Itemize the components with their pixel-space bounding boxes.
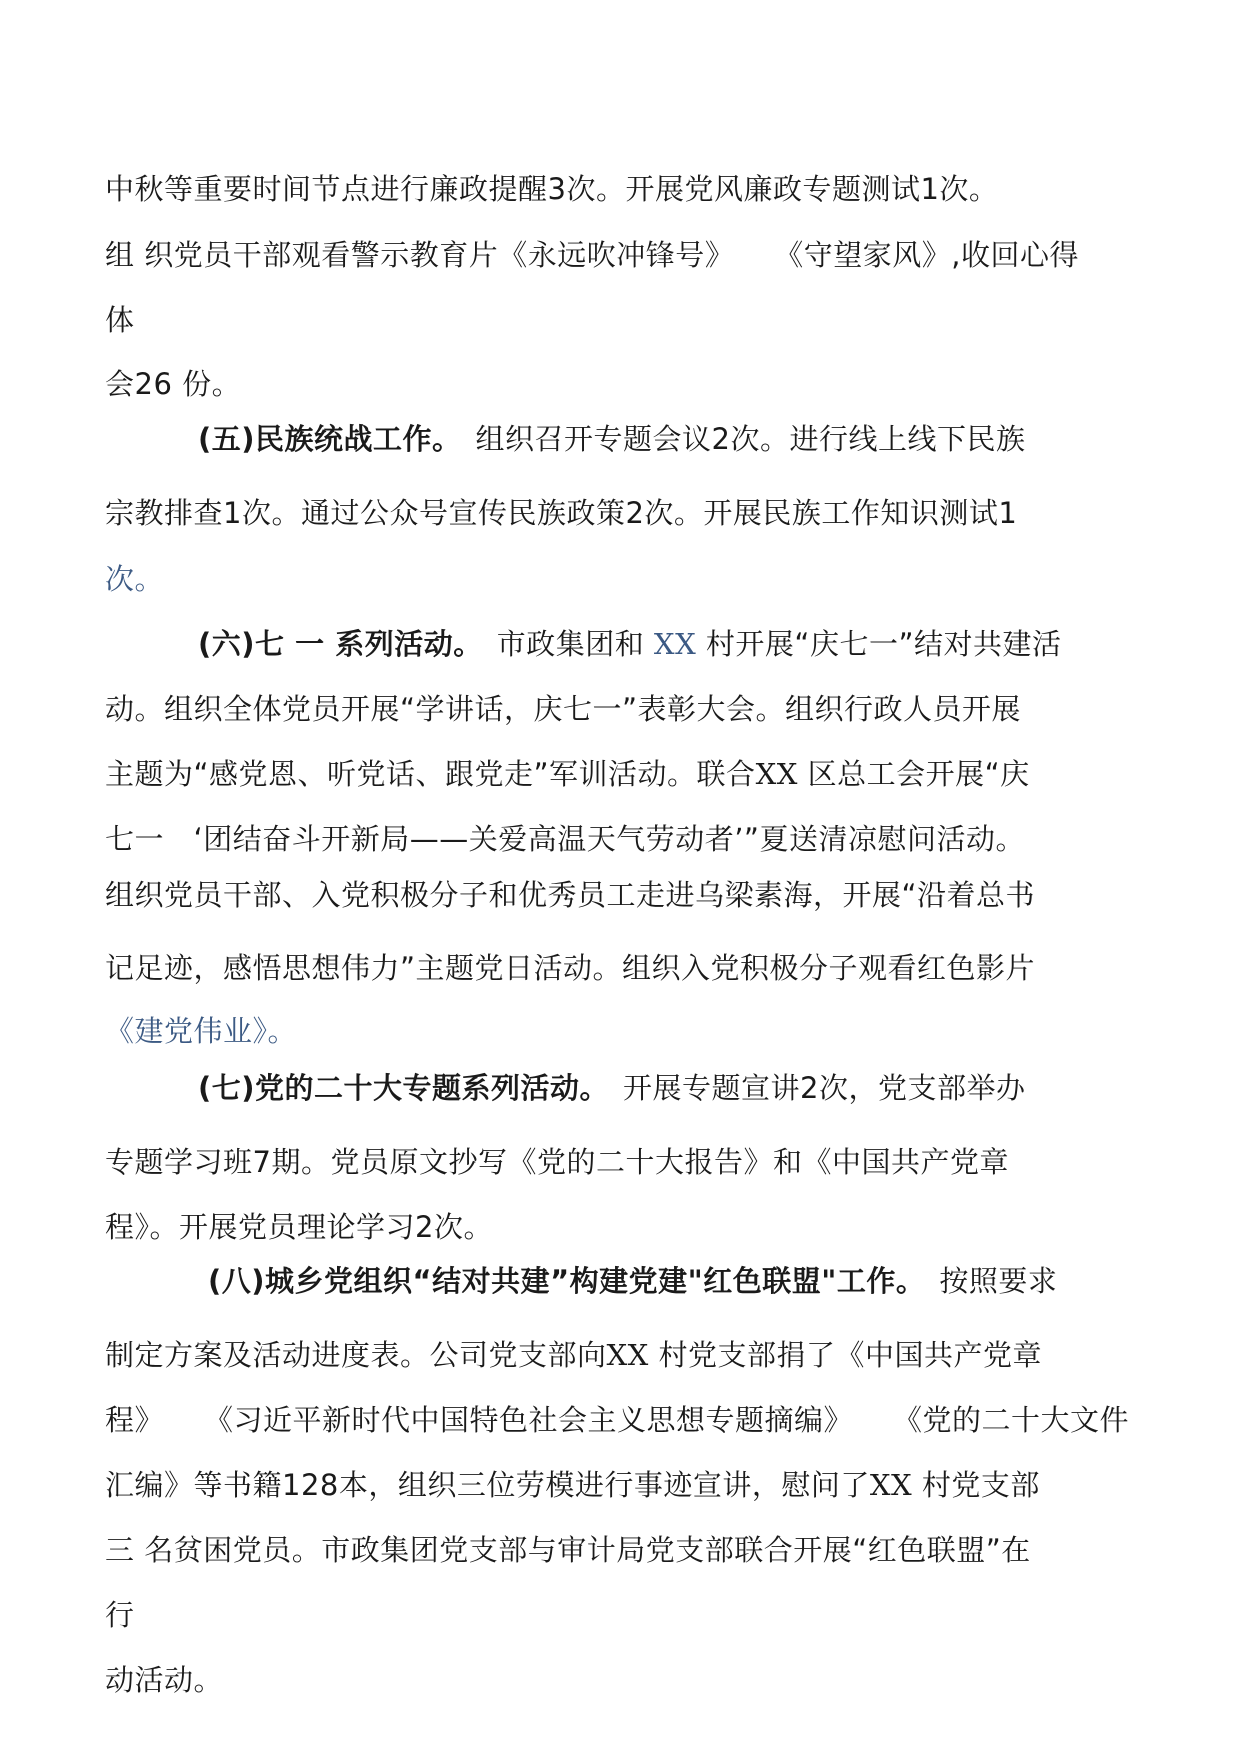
- placeholder-xx: XX: [869, 1468, 913, 1502]
- paragraph-line: 次。: [105, 562, 165, 596]
- text-span: 组 织党员干部观看警示教育片《永远吹冲锋号》: [105, 238, 735, 272]
- paragraph-line: 《建党伟业》。: [105, 1014, 298, 1048]
- section-heading: (五)民族统战工作。: [198, 422, 462, 456]
- text-span: 程》: [105, 1403, 165, 1437]
- paragraph-line: [105, 1402, 1129, 1438]
- text-span: 按照要求: [939, 1264, 1058, 1298]
- text-span: 村党支部捐了《中国共产党章: [648, 1338, 1043, 1372]
- section-6-first-line: [198, 626, 1062, 662]
- section-7-first-line: [198, 1070, 1025, 1106]
- paragraph-line: [105, 1467, 1040, 1503]
- section-5-first-line: [198, 421, 1025, 457]
- text-span: 区总工会开展“庆: [797, 757, 1030, 791]
- paragraph-line: 程》。开展党员理论学习2次。: [105, 1210, 493, 1244]
- paragraph-line: 动活动。: [105, 1663, 224, 1697]
- section-heading: (七)党的二十大专题系列活动。: [198, 1071, 610, 1105]
- paragraph-line: 记足迹，感悟思想伟力”主题党日活动。组织入党积极分子观看红色影片: [105, 951, 1036, 985]
- paragraph-line: 专题学习班7期。党员原文抄写《党的二十大报告》和《中国共产党章: [105, 1145, 1009, 1179]
- text-span: 汇编》等书籍128本，组织三位劳模进行事迹宣讲，慰问了: [105, 1468, 870, 1502]
- text-span: 村开展“庆七一”结对共建活: [696, 627, 1062, 661]
- text-span: 《守望家风》,收回心得: [774, 238, 1079, 272]
- paragraph-line: 行: [105, 1598, 135, 1632]
- placeholder-xx: XX: [755, 757, 798, 791]
- paragraph-line: 动。组织全体党员开展“学讲话，庆七一”表彰大会。组织行政人员开展: [105, 692, 1022, 726]
- text-span: 主题为“感党恩、听党话、跟党走”军训活动。联合: [105, 757, 756, 791]
- paragraph-line: 宗教排查1次。通过公众号宣传民族政策2次。开展民族工作知识测试1: [105, 496, 1018, 530]
- text-span: 开展专题宣讲2次，党支部举办: [623, 1071, 1026, 1105]
- placeholder-xx: XX: [606, 1338, 649, 1372]
- section-8-first-line: [208, 1263, 1057, 1299]
- paragraph-line: 体: [105, 303, 135, 337]
- text-span: 制定方案及活动进度表。公司党支部向: [105, 1338, 607, 1372]
- text-span: 市政集团和: [496, 627, 654, 661]
- text-span: 村党支部: [912, 1468, 1040, 1502]
- text-span: 组织召开专题会议2次。进行线上线下民族: [475, 422, 1026, 456]
- paragraph-line: 三 名贫困党员。市政集团党支部与审计局党支部联合开展“红色联盟”在: [105, 1533, 1031, 1567]
- paragraph-line: 七一 ‘团结奋斗开新局——关爱高温天气劳动者’”夏送清凉慰问活动。: [105, 822, 1025, 856]
- text-span: 《党的二十大文件: [893, 1403, 1130, 1437]
- section-heading: (六)七 一 系列活动。: [198, 627, 483, 661]
- text-span: 《习近平新时代中国特色社会主义思想专题摘编》: [204, 1403, 854, 1437]
- paragraph-line: 中秋等重要时间节点进行廉政提醒3次。开展党风廉政专题测试1次。: [105, 172, 999, 206]
- placeholder-xx: XX: [653, 627, 697, 661]
- paragraph-line: [105, 1337, 1042, 1373]
- section-heading: (八)城乡党组织“结对共建”构建党建"红色联盟"工作。: [208, 1264, 926, 1298]
- paragraph-line: [105, 237, 1079, 273]
- paragraph-line: [105, 756, 1030, 792]
- paragraph-line: 组织党员干部、入党积极分子和优秀员工走进乌梁素海，开展“沿着总书: [105, 878, 1036, 912]
- paragraph-line: 会26 份。: [105, 367, 242, 401]
